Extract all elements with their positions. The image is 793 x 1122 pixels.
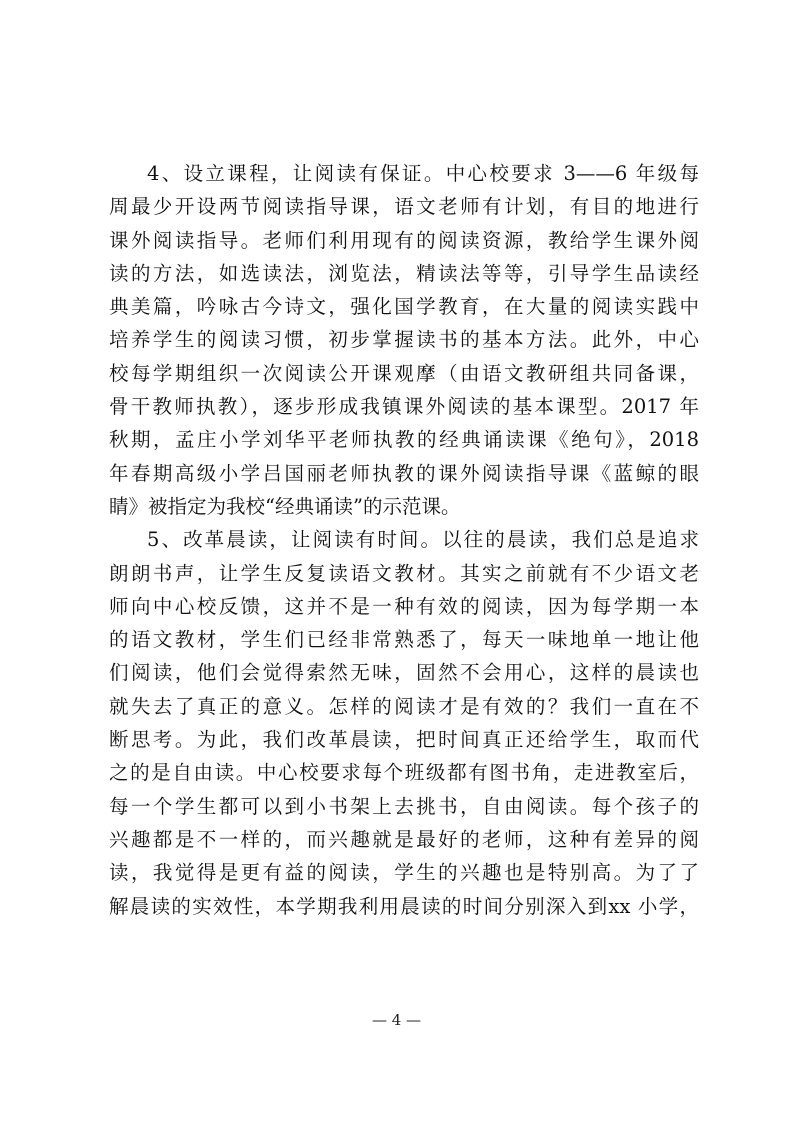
body-text (109, 157, 699, 923)
paragraph-line: 朗朗书声，让学生反复读语文教材。其实之前就有不少语文老 (109, 561, 699, 585)
page-number: — 4 — (371, 1011, 422, 1029)
paragraph-line: 每一个学生都可以到小书架上去挑书，自由阅读。每个孩子的 (109, 794, 699, 818)
paragraph-line: 们阅读，他们会觉得索然无味，固然不会用心，这样的晨读也 (109, 661, 699, 685)
paragraph-line: 课外阅读指导。老师们利用现有的阅读资源，教给学生课外阅 (109, 228, 699, 252)
paragraph-line: 典美篇，吟咏古今诗文，强化国学教育，在大量的阅读实践中 (109, 295, 699, 319)
paragraph-line: 读，我觉得是更有益的阅读，学生的兴趣也是特别高。为了了 (109, 861, 699, 885)
paragraph-line: 兴趣都是不一样的，而兴趣就是最好的老师，这种有差异的阅 (109, 827, 699, 851)
paragraph-line: 培养学生的阅读习惯，初步掌握读书的基本方法。此外，中心 (109, 328, 699, 352)
paragraph-line: 年春期高级小学吕国丽老师执教的课外阅读指导课《蓝鲸的眼 (109, 461, 699, 485)
paragraph-line: 骨干教师执教），逐步形成我镇课外阅读的基本课型。2017 年 (109, 395, 699, 419)
paragraph-line: 就失去了真正的意义。怎样的阅读才是有效的？我们一直在不 (109, 694, 699, 718)
paragraph-line: 睛》被指定为我校“经典诵读”的示范课。 (109, 494, 461, 518)
paragraph-line: 读的方法，如选读法，浏览法，精读法等等，引导学生品读经 (109, 261, 699, 285)
paragraph-line: 5、改革晨读，让阅读有时间。以往的晨读，我们总是追求 (147, 528, 699, 552)
paragraph-line: 解晨读的实效性，本学期我利用晨读的时间分别深入到xx 小学， (109, 894, 699, 918)
paragraph-line: 师向中心校反馈，这并不是一种有效的阅读，因为每学期一本 (109, 594, 699, 618)
paragraph-line: 断思考。为此，我们改革晨读，把时间真正还给学生，取而代 (109, 728, 699, 752)
paragraph-line: 4、设立课程，让阅读有保证。中心校要求 3——6 年级每 (147, 162, 699, 185)
paragraph-line: 校每学期组织一次阅读公开课观摩（由语文教研组共同备课， (109, 361, 699, 385)
paragraph-line: 周最少开设两节阅读指导课，语文老师有计划，有目的地进行 (109, 195, 699, 219)
paragraph-line: 秋期，孟庄小学刘华平老师执教的经典诵读课《绝句》，2018 (109, 428, 699, 452)
paragraph-line: 之的是自由读。中心校要求每个班级都有图书角，走进教室后， (109, 761, 699, 785)
paragraph-line: 的语文教材，学生们已经非常熟悉了，每天一味地单一地让他 (109, 628, 699, 652)
